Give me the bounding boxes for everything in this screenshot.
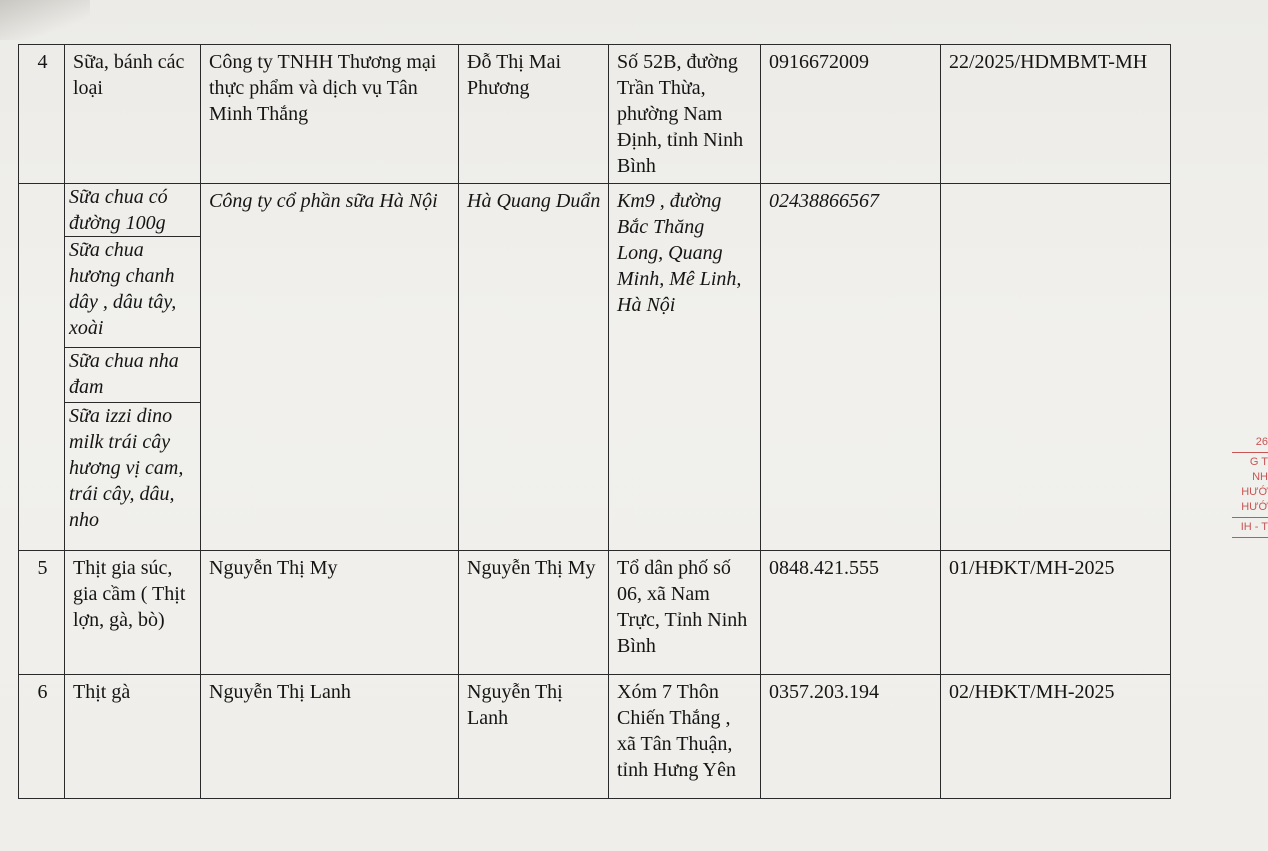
representative-cell: Đỗ Thị Mai Phương: [459, 45, 609, 184]
stamp-text: HƯỚ: [1241, 501, 1268, 513]
stamp-text: IH - T: [1240, 521, 1268, 533]
table-row: [19, 551, 1171, 675]
stamp-text: HƯỚ: [1241, 486, 1268, 498]
representative-cell: Nguyễn Thị Lanh: [459, 675, 609, 799]
row-number-empty: [19, 184, 65, 551]
contract-cell: 22/2025/HDMBMT-MH: [941, 45, 1171, 184]
contract-cell: 02/HĐKT/MH-2025: [941, 675, 1171, 799]
phone-cell: 0848.421.555: [761, 551, 941, 675]
row-number: 4: [19, 45, 65, 184]
stamp-text: G T: [1249, 456, 1268, 468]
address-cell: Km9 , đường Bắc Thăng Long, Quang Minh, Mê Linh, Hà Nội: [609, 184, 761, 551]
sub-product-list: [65, 184, 201, 551]
phone-cell: 0357.203.194: [761, 675, 941, 799]
sub-product-item: Sữa izzi dino milk trái cây hương vị cam, trái cây, dâu, nho: [69, 405, 184, 531]
address-cell: Tổ dân phố số 06, xã Nam Trực, Tỉnh Ninh Bình: [609, 551, 761, 675]
red-stamp-fragment: [1232, 435, 1268, 595]
address-cell: Xóm 7 Thôn Chiến Thắng , xã Tân Thuận, tỉnh Hưng Yên: [609, 675, 761, 799]
page-corner-shadow: [0, 0, 90, 40]
supplier-cell: Công ty TNHH Thương mại thực phẩm và dịch vụ Tân Minh Thắng: [201, 45, 459, 184]
stamp-text: NH: [1252, 471, 1268, 483]
representative-cell: Hà Quang Duẩn: [459, 184, 609, 551]
representative-cell: Nguyễn Thị My: [459, 551, 609, 675]
table-row: [19, 184, 1171, 551]
product-cell: Thịt gà: [65, 675, 201, 799]
address-cell: Số 52B, đường Trần Thừa, phường Nam Định, tỉnh Ninh Bình: [609, 45, 761, 184]
supplier-cell: Công ty cổ phần sữa Hà Nội: [201, 184, 459, 551]
supplier-cell: Nguyễn Thị Lanh: [201, 675, 459, 799]
phone-cell: 02438866567: [761, 184, 941, 551]
contract-cell: [941, 184, 1171, 551]
contract-cell: 01/HĐKT/MH-2025: [941, 551, 1171, 675]
sub-product-item: Sữa chua có đường 100g: [65, 184, 200, 237]
supplier-table: [18, 44, 1171, 799]
table-row: [19, 675, 1171, 799]
phone-cell: 0916672009: [761, 45, 941, 184]
sub-product-item: Sữa chua nha đam: [65, 348, 200, 403]
row-number: 6: [19, 675, 65, 799]
sub-product-item: Sữa chua hương chanh dây , dâu tây, xoài: [65, 237, 200, 348]
product-cell: Sữa, bánh các loại: [65, 45, 201, 184]
table-row: [19, 45, 1171, 184]
row-number: 5: [19, 551, 65, 675]
stamp-text: 26: [1255, 436, 1268, 448]
product-cell: Thịt gia súc, gia cầm ( Thịt lợn, gà, bò): [65, 551, 201, 675]
supplier-cell: Nguyễn Thị My: [201, 551, 459, 675]
